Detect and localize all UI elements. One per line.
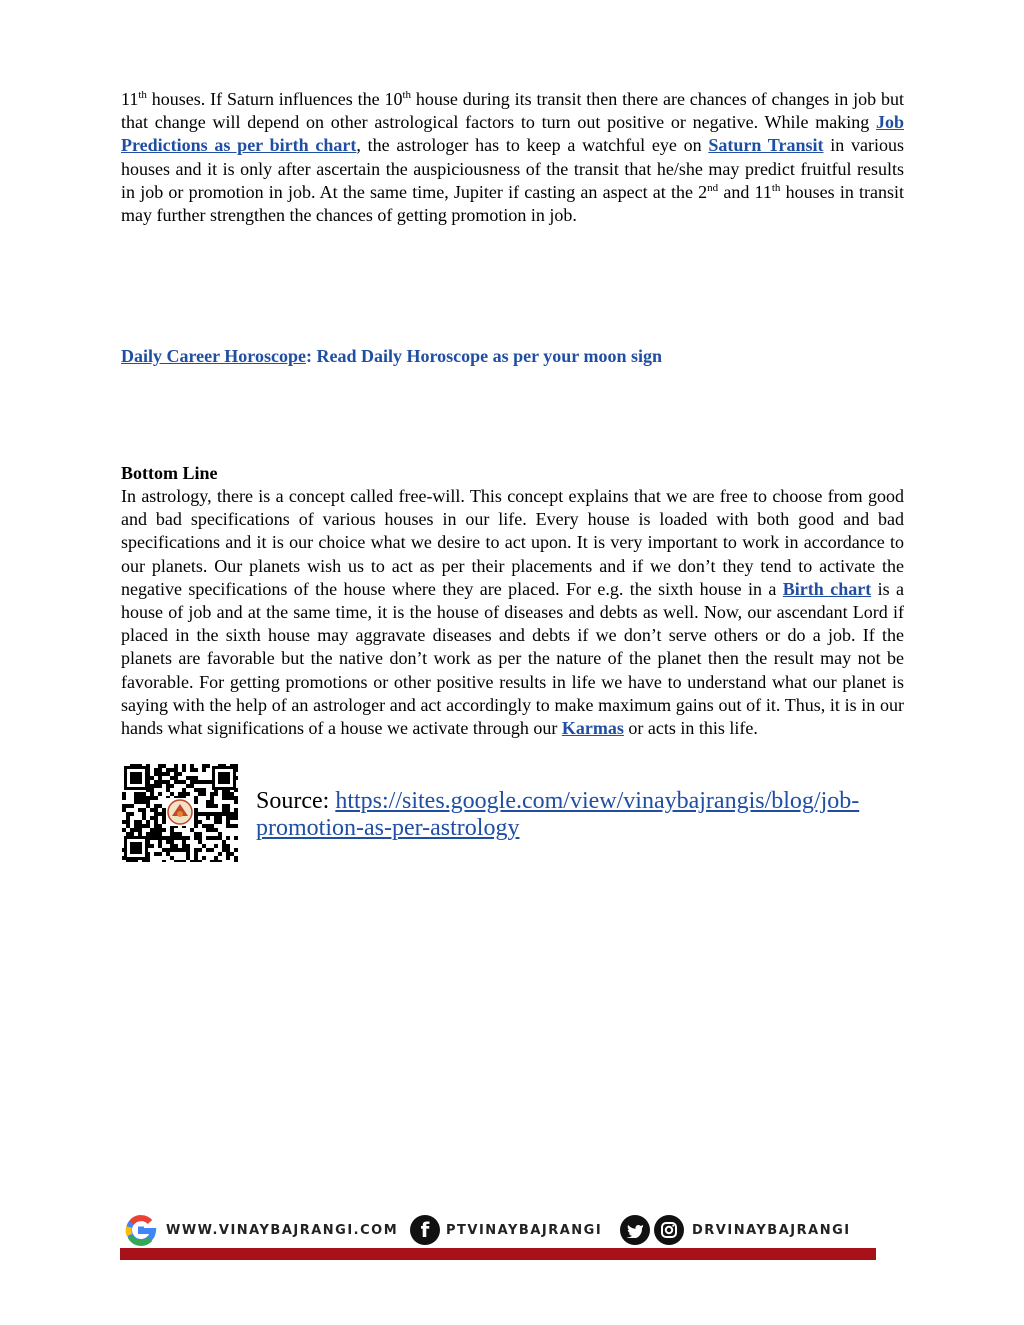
footer-banner (120, 1214, 876, 1262)
qr-code-icon[interactable] (122, 764, 238, 862)
twitter-icon (620, 1215, 650, 1245)
daily-horoscope-text: : Read Daily Horoscope as per your moon sign (305, 346, 662, 366)
instagram-icon (654, 1215, 684, 1245)
job-predictions-link[interactable]: Job Predictions as per birth chart (121, 112, 904, 156)
source-citation (256, 788, 896, 842)
paragraph-transit (121, 88, 904, 227)
bottom-line-text: In astrology, there is a concept called free-will. This concept explains that we are free to choose from good and bad specifications of various houses in our life. Every house is loaded with both good and bad specifications and it is our choice what we desire to act upon. It is very important to work in accordance to our planets. Our planets wish us to act as per their placements and if we don’t they tend to activate the negative specifications of the house where they are placed. For e.g. the sixth house in a Birth chart is a house of job and at the same time, it is the house of diseases and debts as well. Now, our ascendant Lord if placed in the sixth house may aggravate diseases and debts if we don’t serve others or do a job. If the planets are favorable but the native don’t work as per the nature of the planet then the result may not be favorable. For getting promotions or other positive results in life we have to understand what our planet is saying with the help of an astrologer and act accordingly to make maximum gains out of it. Thus, it is in our hands what significations of a house we activate through our Karmas or acts in this life. (121, 486, 904, 739)
website-text: WWW.VINAYBAJRANGI.COM (166, 1222, 399, 1238)
facebook-handle: PTVINAYBAJRANGI (446, 1222, 603, 1238)
karmas-link[interactable]: Karmas (561, 718, 624, 739)
bottom-line-section (121, 462, 904, 740)
daily-career-horoscope-link[interactable]: Daily Career Horoscope (121, 346, 306, 366)
social-handle: DRVINAYBAJRANGI (692, 1222, 851, 1238)
facebook-icon: f (410, 1215, 440, 1245)
bottom-line-heading: Bottom Line (121, 463, 218, 483)
saturn-transit-link[interactable]: Saturn Transit (708, 135, 824, 156)
birth-chart-link[interactable]: Birth chart (782, 578, 872, 599)
daily-horoscope-line (121, 346, 662, 367)
footer-facebook[interactable] (410, 1214, 602, 1246)
source-url-link[interactable]: https://sites.google.com/view/vinaybajrangis/blog/job-promotion-as-per-astrology (256, 788, 860, 841)
google-icon (122, 1214, 160, 1246)
footer-social[interactable] (620, 1214, 851, 1246)
paragraph-text: 11th houses. If Saturn influences the 10th house during its transit then there are chances of changes in job but that change will depend on other astrological factors to turn out positive or negative. While making Job Predictions as per birth chart, the astrologer has to keep a watchful eye on Saturn Transit in various houses and it is only after ascertain the auspiciousness of the transit that he/she may predict fruitful results in job or promotion in job. At the same time, Jupiter if casting an aspect at the 2nd and 11th houses in transit may further strengthen the chances of getting promotion in job. (121, 89, 905, 226)
footer-red-bar (120, 1248, 876, 1260)
footer-website[interactable] (122, 1214, 398, 1246)
source-label: Source: (256, 788, 336, 814)
